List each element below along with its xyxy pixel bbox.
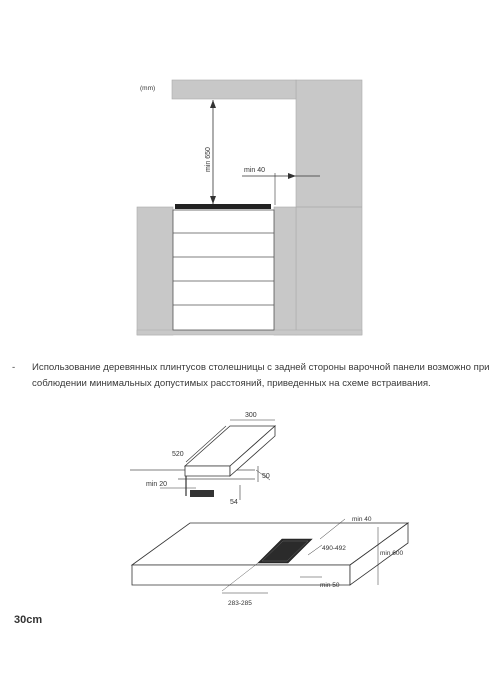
wall-shelf [172,80,296,99]
oven-front [173,210,274,330]
clip-depth-label: 54 [230,499,238,506]
cutout-width-label: 283-285 [228,600,252,607]
installation-note [12,360,492,392]
front-margin-label: min 50 [320,582,340,589]
note-text: Использование деревянных плинтусов столешницы с задней стороны варочной панели возможно при соблюдении минимальных допустимых расстояний, приведенных на схеме встраивания. [32,362,490,389]
cutout-depth-label: 490-492 [322,545,346,552]
clip-offset-label: min 20 [146,481,168,488]
rear-margin-label: min 40 [352,516,372,523]
hob-top [175,204,271,209]
hob-clip-diagram [0,400,500,520]
model-size-label: 30cm [14,614,43,626]
tall-cabinet [296,80,362,335]
hob-height-label: 50 [262,473,270,480]
worktop-depth-label: min 600 [380,550,404,557]
min-650-label: min 650 [205,147,212,172]
base-cabinet-left [137,207,173,335]
worktop-cutout-diagram [0,505,500,615]
hob-depth-label: 520 [172,451,184,458]
base-cabinet-right [274,207,296,335]
note-bullet: - [12,362,16,373]
mounting-clip [190,490,214,497]
hob-width-label: 300 [245,412,257,419]
min-40-label: min 40 [244,167,266,174]
unit-label: (mm) [140,85,156,92]
